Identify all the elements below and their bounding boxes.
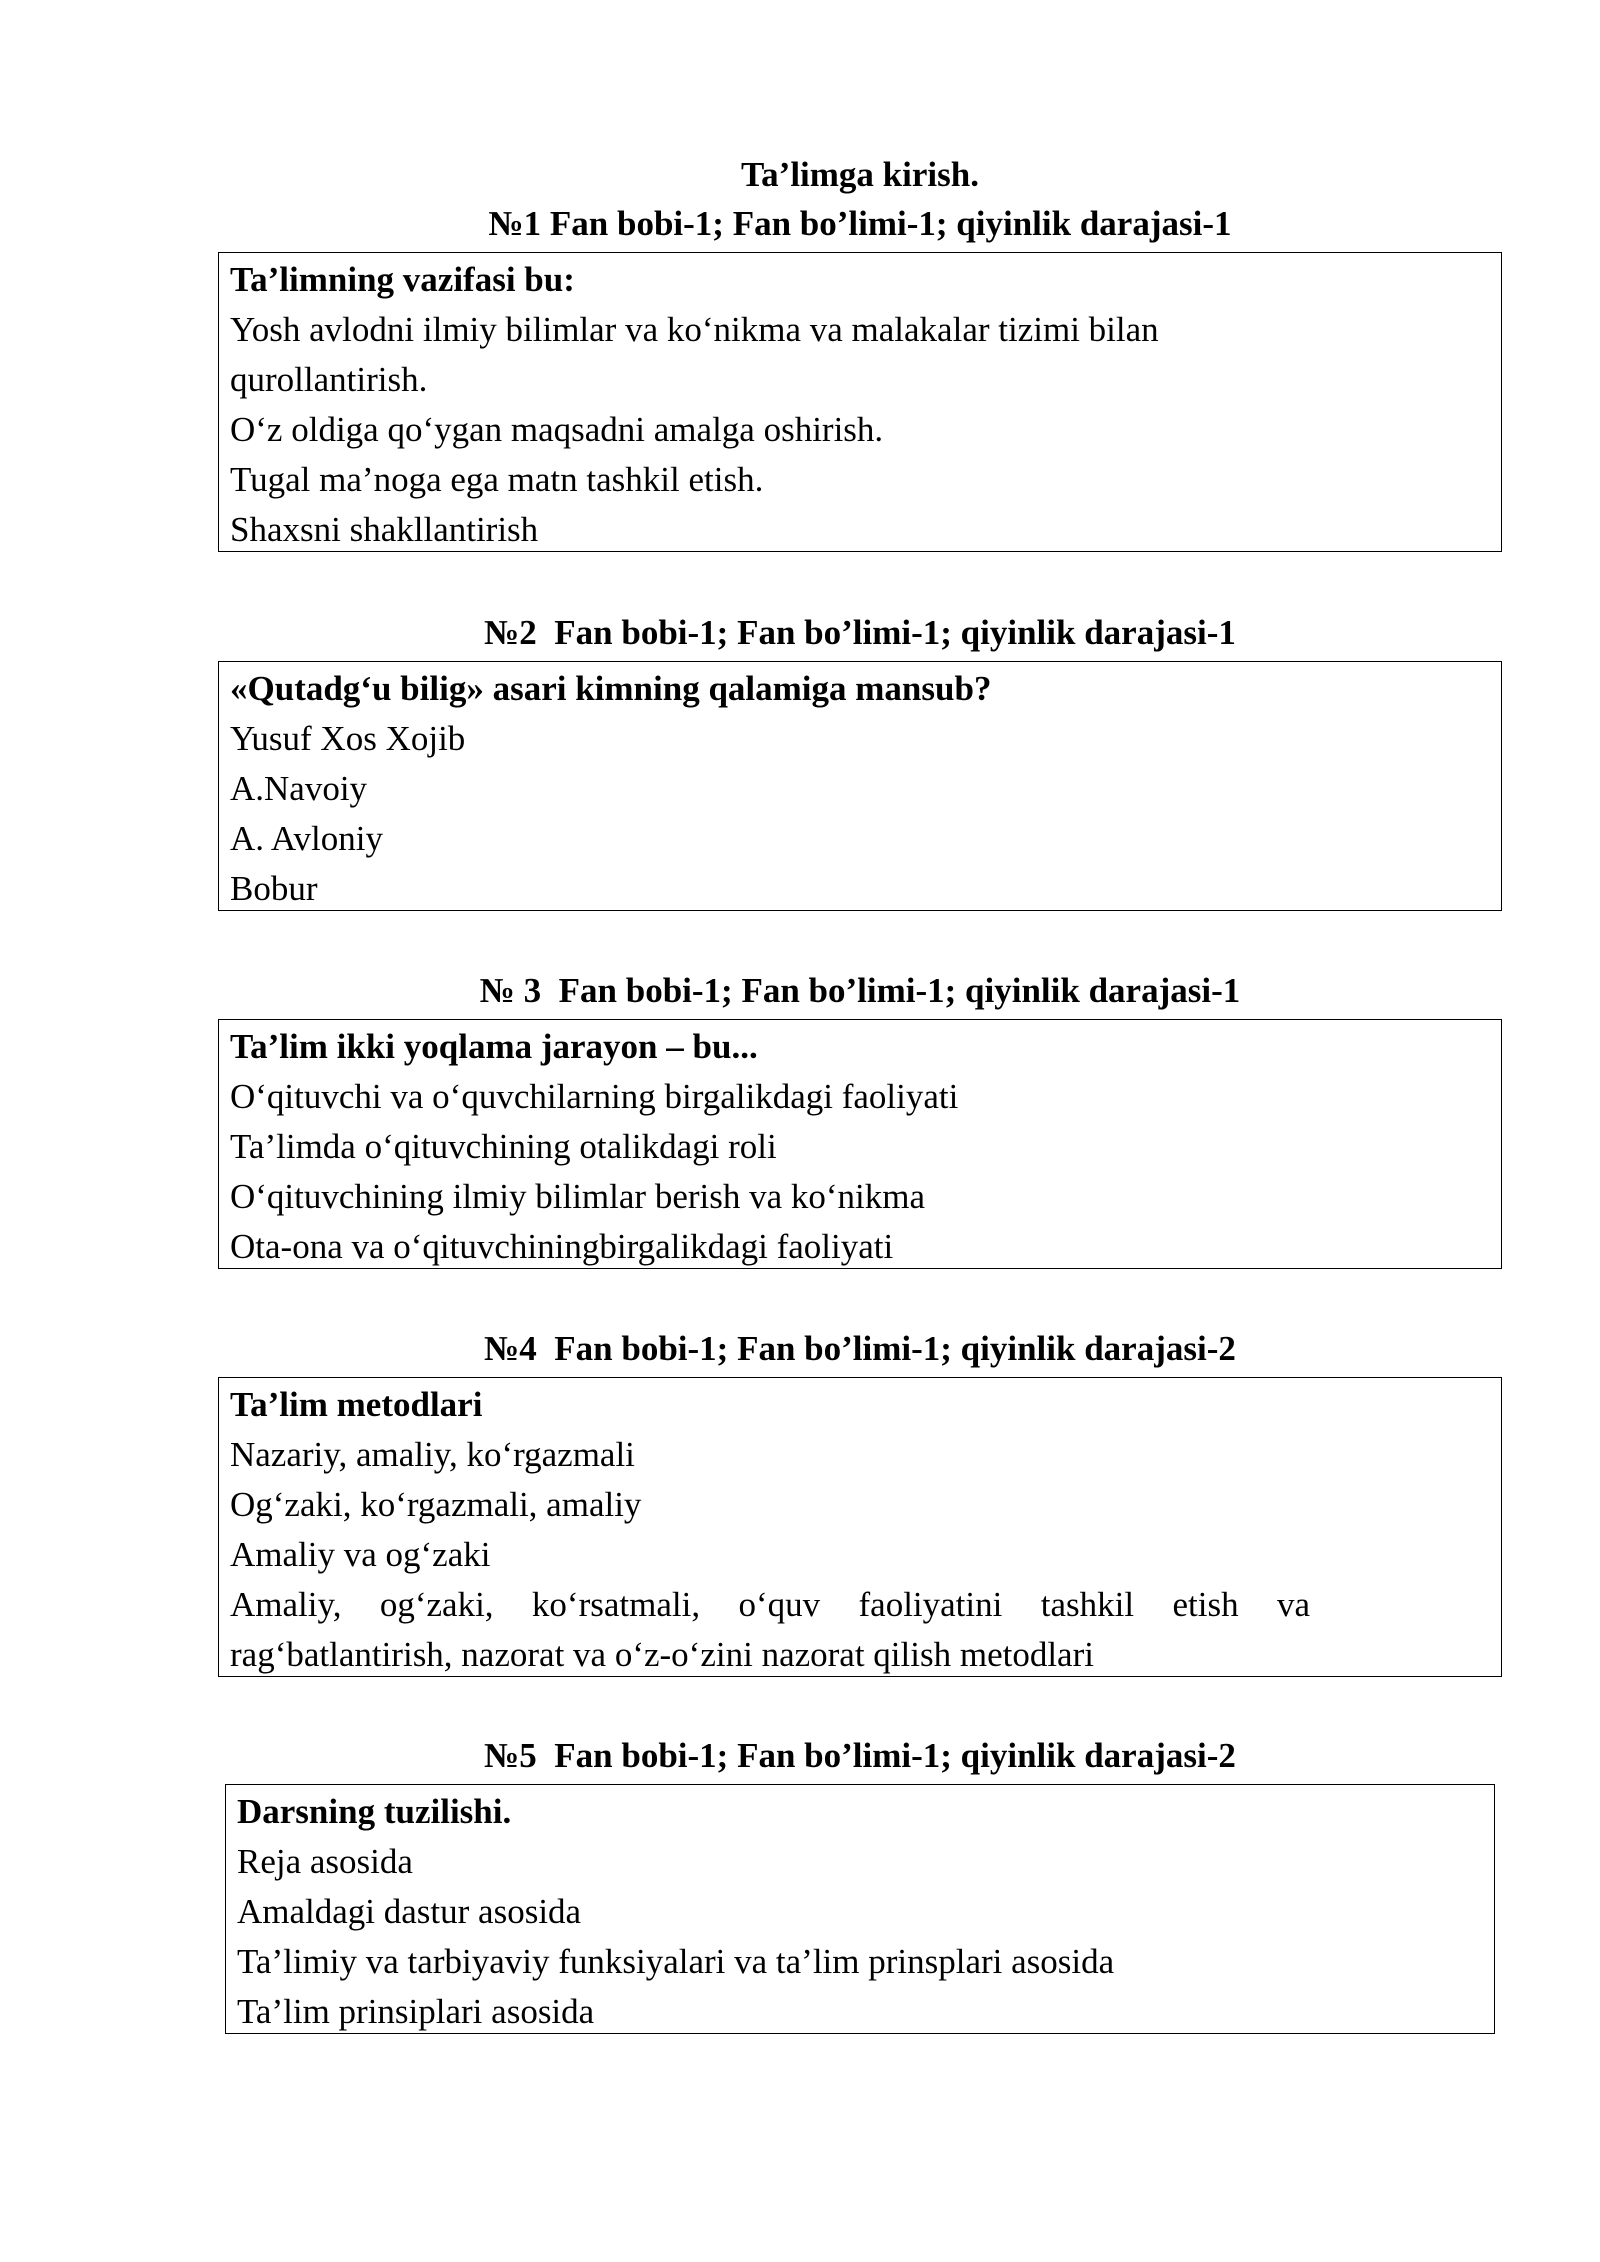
question-5-text: Darsning tuzilishi. xyxy=(237,1792,512,1831)
question-4-option-3: Amaliy va og‘zaki xyxy=(230,1535,491,1574)
question-3-option-3: O‘qituvchining ilmiy bilimlar berish va ko‘nikma xyxy=(230,1177,926,1216)
question-2-option-1: Yusuf Xos Xojib xyxy=(230,719,466,758)
question-3-option-1: O‘qituvchi va o‘quvchilarning birgalikdagi faoliyati xyxy=(230,1077,959,1116)
question-2-text: «Qutadg‘u bilig» asari kimning qalamiga mansub? xyxy=(230,669,992,708)
question-1-option-1: Yosh avlodni ilmiy bilimlar va ko‘nikma va malakalar tizimi bilan qurollantirish. xyxy=(230,310,1159,399)
question-2-option-2: A.Navoiy xyxy=(230,769,368,808)
question-5-option-2: Amaldagi dastur asosida xyxy=(237,1892,582,1931)
question-1-box xyxy=(218,252,1502,552)
question-4-option-1: Nazariy, amaliy, ko‘rgazmali xyxy=(230,1435,635,1474)
question-1-text: Ta’limning vazifasi bu: xyxy=(230,260,575,299)
question-1-option-3: Tugal ma’noga ega matn tashkil etish. xyxy=(230,460,764,499)
question-1-heading: №1 Fan bobi-1; Fan bo’limi-1; qiyinlik darajasi-1 xyxy=(488,204,1232,243)
question-3-box xyxy=(218,1019,1502,1269)
document-title: Ta’limga kirish. xyxy=(741,155,979,194)
question-4-option-4: Amaliy, og‘zaki, ko‘rsatmali, o‘quv faoliyatini tashkil etish va rag‘batlantirish, nazorat va o‘z-o‘zini nazorat qilish metodlari xyxy=(230,1585,1310,1674)
question-5-option-1: Reja asosida xyxy=(237,1842,413,1881)
question-3-option-4: Ota-ona va o‘qituvchiningbirgalikdagi faoliyati xyxy=(230,1227,894,1266)
question-3-heading: № 3 Fan bobi-1; Fan bo’limi-1; qiyinlik darajasi-1 xyxy=(479,971,1241,1010)
question-4-heading: №4 Fan bobi-1; Fan bo’limi-1; qiyinlik darajasi-2 xyxy=(484,1329,1236,1368)
question-5-box xyxy=(225,1784,1495,2034)
question-2-heading: №2 Fan bobi-1; Fan bo’limi-1; qiyinlik darajasi-1 xyxy=(484,613,1236,652)
question-1-option-4: Shaxsni shakllantirish xyxy=(230,510,539,549)
question-2-option-3: A. Avloniy xyxy=(230,819,383,858)
question-4-option-2: Og‘zaki, ko‘rgazmali, amaliy xyxy=(230,1485,642,1524)
question-1-option-2: O‘z oldiga qo‘ygan maqsadni amalga oshirish. xyxy=(230,410,884,449)
question-3-text: Ta’lim ikki yoqlama jarayon – bu... xyxy=(230,1027,758,1066)
question-4-box xyxy=(218,1377,1502,1677)
question-5-option-3: Ta’limiy va tarbiyaviy funksiyalari va ta’lim prinsplari asosida xyxy=(237,1942,1115,1981)
question-2-option-4: Bobur xyxy=(230,869,318,908)
question-4-text: Ta’lim metodlari xyxy=(230,1385,483,1424)
question-2-box xyxy=(218,661,1502,911)
question-3-option-2: Ta’limda o‘qituvchining otalikdagi roli xyxy=(230,1127,777,1166)
question-5-heading: №5 Fan bobi-1; Fan bo’limi-1; qiyinlik darajasi-2 xyxy=(484,1736,1236,1775)
question-5-option-4: Ta’lim prinsiplari asosida xyxy=(237,1992,595,2031)
